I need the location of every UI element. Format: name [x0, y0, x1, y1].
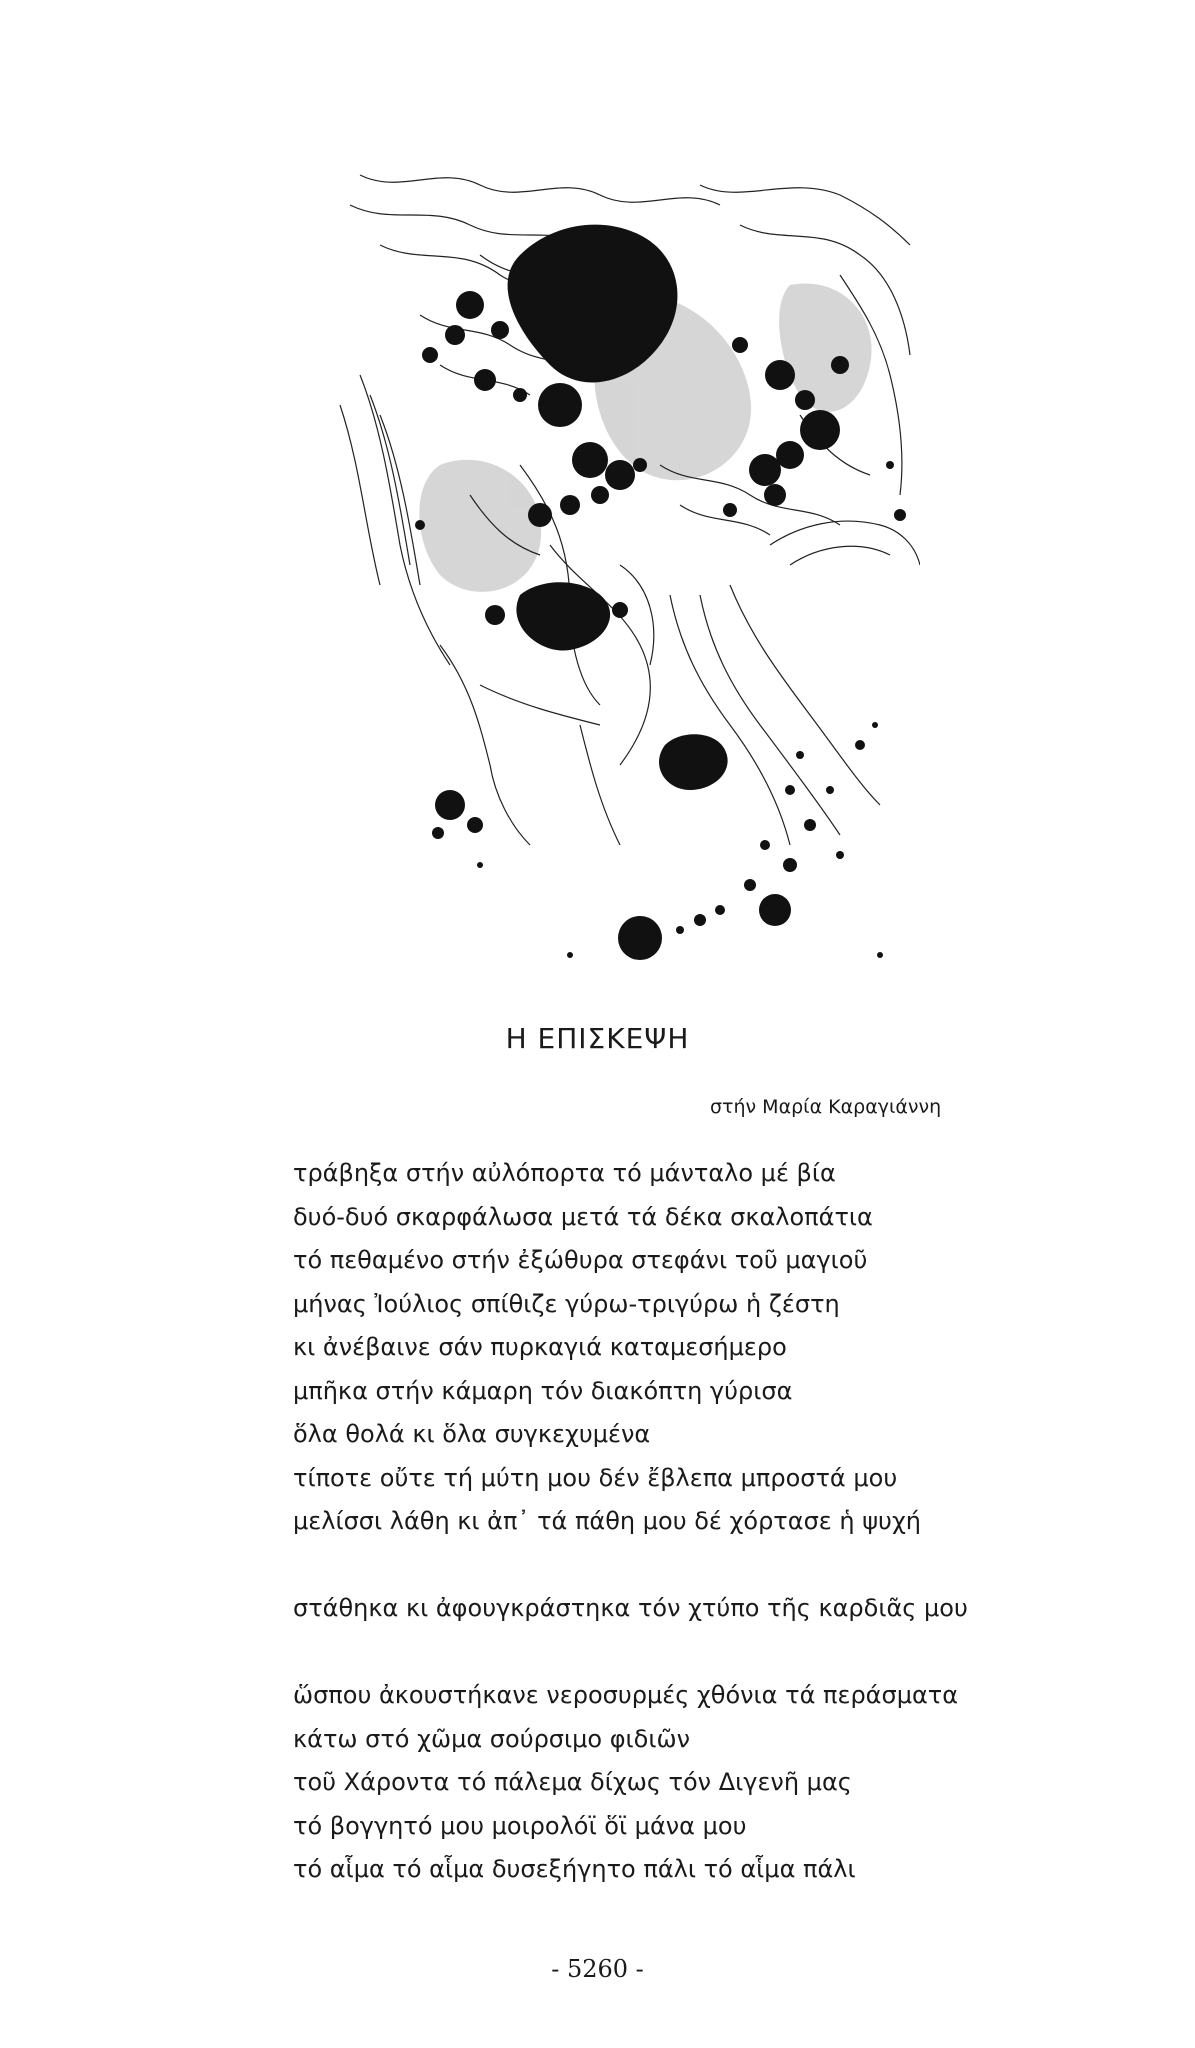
stanza-1: [293, 1152, 921, 1544]
ink-splatter-face-drawing-icon: [320, 165, 920, 975]
poem-dedication: στήν Μαρία Καραγιάννη: [710, 1096, 942, 1118]
stanza-2: [293, 1587, 968, 1631]
poem-line: μήνας Ἰούλιος σπίθιζε γύρω-τριγύρω ἡ ζέστη: [293, 1289, 840, 1318]
poem-line: ὥσπου ἀκουστήκανε νεροσυρμές χθόνια τά περάσματα: [293, 1681, 959, 1709]
poem-title: Η ΕΠΙΣΚΕΨΗ: [505, 1022, 690, 1055]
poem-line: τίποτε οὔτε τή μύτη μου δέν ἔβλεπα μπροστά μου: [293, 1463, 898, 1492]
page-number: - 5260 -: [551, 1955, 644, 1983]
poem-line: τό αἷμα τό αἷμα δυσεξήγητο πάλι τό αἷμα πάλι: [293, 1855, 856, 1883]
poem-line: δυό-δυό σκαρφάλωσα μετά τά δέκα σκαλοπάτια: [293, 1202, 873, 1231]
stanza-3: [293, 1674, 958, 1892]
poem-line: στάθηκα κι ἀφουγκράστηκα τόν χτύπο τῆς καρδιᾶς μου: [293, 1594, 968, 1622]
poem-line: κάτω στό χῶμα σούρσιμο φιδιῶν: [293, 1724, 690, 1753]
poem-line: κι ἀνέβαινε σάν πυρκαγιά καταμεσήμερο: [293, 1333, 787, 1361]
poem-line: τοῦ Χάροντα τό πάλεμα δίχως τόν Διγενῆ μας: [293, 1768, 852, 1796]
poem-line: μελίσσι λάθη κι ἀπ᾽ τά πάθη μου δέ χόρτασε ἡ ψυχή: [293, 1507, 922, 1535]
poem-line: ὅλα θολά κι ὅλα συγκεχυμένα: [293, 1420, 651, 1448]
ink-illustration: [320, 165, 920, 975]
poem-line: τό πεθαμένο στήν ἐξώθυρα στεφάνι τοῦ μαγιοῦ: [293, 1246, 868, 1274]
poem-line: τράβηξα στήν αὐλόπορτα τό μάνταλο μέ βία: [293, 1159, 836, 1187]
poem-line: μπῆκα στήν κάμαρη τόν διακόπτη γύρισα: [293, 1376, 793, 1405]
poem-line: τό βογγητό μου μοιρολόϊ ὅϊ μάνα μου: [293, 1811, 747, 1840]
